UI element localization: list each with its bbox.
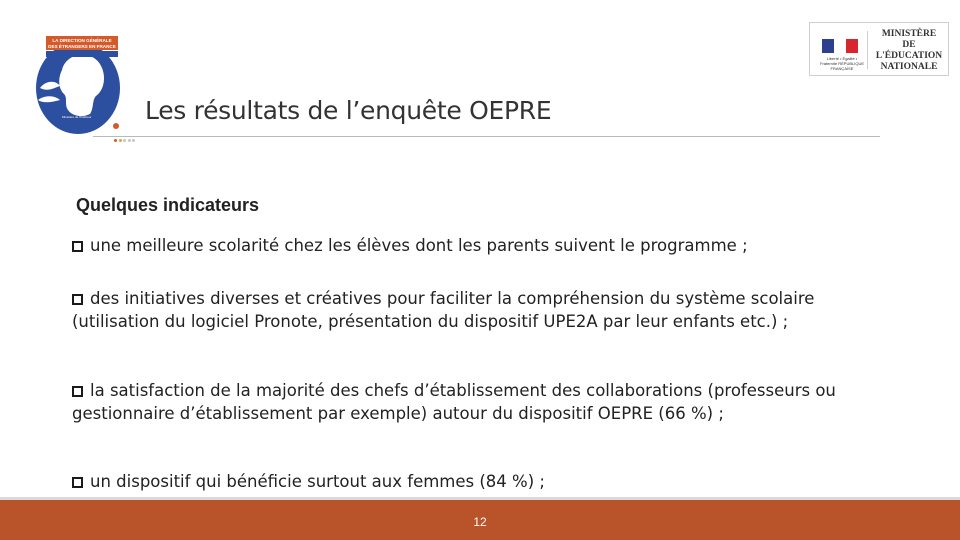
bullet-text: un dispositif qui bénéficie surtout aux femmes (84 %) ; bbox=[90, 472, 545, 491]
bullet-text: des initiatives diverses et créatives pour faciliter la compréhension du système scolaire (utilisation du logiciel Pronote, présentation du dispositif UPE2A par leur enfants etc.) ; bbox=[72, 289, 815, 331]
checkbox-square-icon bbox=[72, 477, 83, 488]
ministere-line1: MINISTÈRE bbox=[881, 29, 937, 39]
list-item bbox=[72, 287, 872, 333]
list-item bbox=[72, 470, 545, 493]
dgef-logo bbox=[32, 18, 132, 136]
bullet-text: la satisfaction de la majorité des chefs d’établissement des collaborations (professeurs ou gestionnaire d’établissement par exemple) autour du dispositif OEPRE (66 %) ; bbox=[72, 381, 836, 423]
marianne-flag-icon bbox=[816, 31, 868, 69]
logo-left-tagline: Ministère de l'Intérieur bbox=[62, 115, 92, 119]
list-item bbox=[72, 234, 748, 257]
page-number: 12 bbox=[473, 515, 487, 529]
decorative-dots bbox=[114, 129, 137, 147]
ministere-line2: DE L'ÉDUCATION bbox=[875, 40, 943, 61]
ministere-name bbox=[872, 29, 946, 73]
checkbox-square-icon bbox=[72, 386, 83, 397]
list-item bbox=[72, 379, 842, 425]
section-heading: Quelques indicateurs bbox=[76, 195, 260, 215]
republique-motto: Liberté • Égalité • Fraternité RÉPUBLIQUE FRANÇAISE bbox=[820, 56, 865, 71]
title-divider bbox=[93, 136, 880, 137]
logo-left-line1: LA DIRECTION GÉNÉRALE bbox=[52, 38, 112, 43]
ministere-logo bbox=[809, 22, 949, 76]
slide-title: Les résultats de l’enquête OEPRE bbox=[145, 96, 552, 125]
checkbox-square-icon bbox=[72, 294, 83, 305]
ministere-line3: NATIONALE bbox=[880, 62, 938, 72]
logo-left-line2: DES ÉTRANGERS EN FRANCE bbox=[48, 44, 116, 49]
bullet-text: une meilleure scolarité chez les élèves dont les parents suivent le programme ; bbox=[90, 236, 748, 255]
checkbox-square-icon bbox=[72, 241, 83, 252]
marianne-logo-icon bbox=[32, 18, 132, 136]
